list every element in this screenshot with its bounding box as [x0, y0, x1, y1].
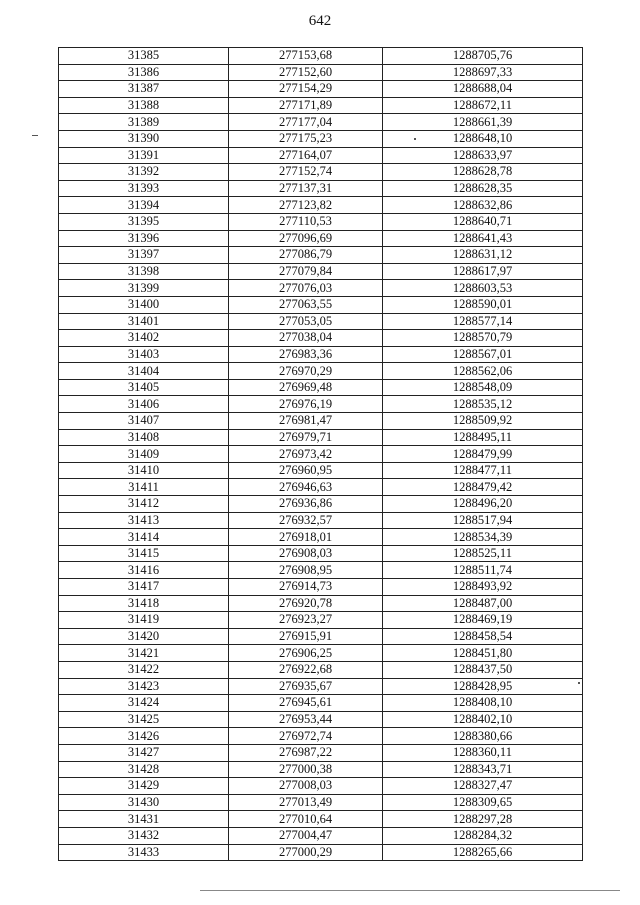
x-coordinate-cell: 277008,03: [229, 778, 383, 795]
y-coordinate-cell: 1288437,50: [383, 661, 583, 678]
x-coordinate-cell: 276923,27: [229, 612, 383, 629]
y-coordinate-cell: 1288562,06: [383, 363, 583, 380]
table-row: [59, 711, 583, 728]
x-coordinate-cell: 277076,03: [229, 280, 383, 297]
x-coordinate-cell: 276908,03: [229, 545, 383, 562]
y-coordinate-cell: 1288402,10: [383, 711, 583, 728]
table-row: [59, 728, 583, 745]
table-row: [59, 247, 583, 264]
x-coordinate-cell: 277154,29: [229, 81, 383, 98]
table-row: [59, 479, 583, 496]
y-coordinate-cell: 1288495,11: [383, 429, 583, 446]
point-number-cell: 31401: [59, 313, 229, 330]
table-row: [59, 180, 583, 197]
point-number-cell: 31394: [59, 197, 229, 214]
table-row: [59, 761, 583, 778]
point-number-cell: 31393: [59, 180, 229, 197]
point-number-cell: 31411: [59, 479, 229, 496]
table-row: [59, 396, 583, 413]
point-number-cell: 31399: [59, 280, 229, 297]
y-coordinate-cell: 1288688,04: [383, 81, 583, 98]
x-coordinate-cell: 277152,74: [229, 164, 383, 181]
x-coordinate-cell: 276945,61: [229, 695, 383, 712]
point-number-cell: 31408: [59, 429, 229, 446]
point-number-cell: 31402: [59, 330, 229, 347]
x-coordinate-cell: 276987,22: [229, 744, 383, 761]
y-coordinate-cell: 1288469,19: [383, 612, 583, 629]
x-coordinate-cell: 276953,44: [229, 711, 383, 728]
x-coordinate-cell: 276970,29: [229, 363, 383, 380]
x-coordinate-cell: 276976,19: [229, 396, 383, 413]
y-coordinate-cell: 1288265,66: [383, 844, 583, 861]
table-row: [59, 562, 583, 579]
y-coordinate-cell: 1288408,10: [383, 695, 583, 712]
table-row: [59, 147, 583, 164]
table-row: [59, 346, 583, 363]
x-coordinate-cell: 276972,74: [229, 728, 383, 745]
y-coordinate-cell: 1288525,11: [383, 545, 583, 562]
point-number-cell: 31406: [59, 396, 229, 413]
x-coordinate-cell: 276981,47: [229, 413, 383, 430]
point-number-cell: 31416: [59, 562, 229, 579]
table-row: [59, 64, 583, 81]
point-number-cell: 31403: [59, 346, 229, 363]
point-number-cell: 31432: [59, 827, 229, 844]
y-coordinate-cell: 1288309,65: [383, 794, 583, 811]
x-coordinate-cell: 277164,07: [229, 147, 383, 164]
y-coordinate-cell: 1288297,28: [383, 811, 583, 828]
y-coordinate-cell: 1288535,12: [383, 396, 583, 413]
point-number-cell: 31400: [59, 296, 229, 313]
table-row: [59, 296, 583, 313]
point-number-cell: 31422: [59, 661, 229, 678]
point-number-cell: 31405: [59, 379, 229, 396]
y-coordinate-cell: 1288428,95: [383, 678, 583, 695]
y-coordinate-cell: 1288487,00: [383, 595, 583, 612]
point-number-cell: 31433: [59, 844, 229, 861]
table-row: [59, 429, 583, 446]
point-number-cell: 31426: [59, 728, 229, 745]
x-coordinate-cell: 276915,91: [229, 628, 383, 645]
table-row: [59, 811, 583, 828]
table-row: [59, 512, 583, 529]
coordinates-table: [58, 47, 583, 861]
table-row: [59, 744, 583, 761]
table-row: [59, 379, 583, 396]
table-row: [59, 778, 583, 795]
x-coordinate-cell: 277096,69: [229, 230, 383, 247]
y-coordinate-cell: 1288633,97: [383, 147, 583, 164]
x-coordinate-cell: 276920,78: [229, 595, 383, 612]
point-number-cell: 31389: [59, 114, 229, 131]
y-coordinate-cell: 1288661,39: [383, 114, 583, 131]
table-row: [59, 529, 583, 546]
scan-speck: [578, 682, 580, 684]
y-coordinate-cell: 1288380,66: [383, 728, 583, 745]
y-coordinate-cell: 1288590,01: [383, 296, 583, 313]
y-coordinate-cell: 1288511,74: [383, 562, 583, 579]
y-coordinate-cell: 1288628,78: [383, 164, 583, 181]
x-coordinate-cell: 277053,05: [229, 313, 383, 330]
table-row: [59, 363, 583, 380]
table-row: [59, 130, 583, 147]
x-coordinate-cell: 277171,89: [229, 97, 383, 114]
x-coordinate-cell: 277177,04: [229, 114, 383, 131]
point-number-cell: 31430: [59, 794, 229, 811]
x-coordinate-cell: 276960,95: [229, 462, 383, 479]
x-coordinate-cell: 277038,04: [229, 330, 383, 347]
y-coordinate-cell: 1288451,80: [383, 645, 583, 662]
x-coordinate-cell: 277000,29: [229, 844, 383, 861]
y-coordinate-cell: 1288632,86: [383, 197, 583, 214]
point-number-cell: 31385: [59, 48, 229, 65]
y-coordinate-cell: 1288284,32: [383, 827, 583, 844]
x-coordinate-cell: 277153,68: [229, 48, 383, 65]
point-number-cell: 31421: [59, 645, 229, 662]
table-row: [59, 313, 583, 330]
table-row: [59, 81, 583, 98]
scan-bottom-edge: [200, 890, 620, 891]
point-number-cell: 31391: [59, 147, 229, 164]
point-number-cell: 31424: [59, 695, 229, 712]
table-row: [59, 330, 583, 347]
table-row: [59, 794, 583, 811]
table-row: [59, 645, 583, 662]
y-coordinate-cell: 1288517,94: [383, 512, 583, 529]
x-coordinate-cell: 277000,38: [229, 761, 383, 778]
y-coordinate-cell: 1288493,92: [383, 579, 583, 596]
x-coordinate-cell: 276983,36: [229, 346, 383, 363]
x-coordinate-cell: 276906,25: [229, 645, 383, 662]
point-number-cell: 31423: [59, 678, 229, 695]
y-coordinate-cell: 1288534,39: [383, 529, 583, 546]
y-coordinate-cell: 1288477,11: [383, 462, 583, 479]
y-coordinate-cell: 1288360,11: [383, 744, 583, 761]
scan-speck: [32, 135, 38, 136]
y-coordinate-cell: 1288327,47: [383, 778, 583, 795]
table-row: [59, 545, 583, 562]
y-coordinate-cell: 1288628,35: [383, 180, 583, 197]
y-coordinate-cell: 1288705,76: [383, 48, 583, 65]
y-coordinate-cell: 1288479,99: [383, 446, 583, 463]
x-coordinate-cell: 277110,53: [229, 213, 383, 230]
point-number-cell: 31388: [59, 97, 229, 114]
point-number-cell: 31412: [59, 496, 229, 513]
table-row: [59, 413, 583, 430]
table-row: [59, 612, 583, 629]
page-number: 642: [308, 13, 332, 29]
x-coordinate-cell: 276922,68: [229, 661, 383, 678]
table-row: [59, 678, 583, 695]
table-row: [59, 628, 583, 645]
table-row: [59, 164, 583, 181]
point-number-cell: 31387: [59, 81, 229, 98]
y-coordinate-cell: 1288577,14: [383, 313, 583, 330]
x-coordinate-cell: 277123,82: [229, 197, 383, 214]
x-coordinate-cell: 277137,31: [229, 180, 383, 197]
point-number-cell: 31407: [59, 413, 229, 430]
x-coordinate-cell: 277175,23: [229, 130, 383, 147]
table-row: [59, 197, 583, 214]
table-row: [59, 827, 583, 844]
x-coordinate-cell: 276908,95: [229, 562, 383, 579]
x-coordinate-cell: 276946,63: [229, 479, 383, 496]
point-number-cell: 31395: [59, 213, 229, 230]
x-coordinate-cell: 276936,86: [229, 496, 383, 513]
scan-speck: [414, 138, 416, 140]
y-coordinate-cell: 1288479,42: [383, 479, 583, 496]
point-number-cell: 31398: [59, 263, 229, 280]
point-number-cell: 31420: [59, 628, 229, 645]
y-coordinate-cell: 1288603,53: [383, 280, 583, 297]
point-number-cell: 31417: [59, 579, 229, 596]
table-row: [59, 595, 583, 612]
y-coordinate-cell: 1288617,97: [383, 263, 583, 280]
x-coordinate-cell: 277086,79: [229, 247, 383, 264]
point-number-cell: 31419: [59, 612, 229, 629]
table-row: [59, 496, 583, 513]
x-coordinate-cell: 277010,64: [229, 811, 383, 828]
x-coordinate-cell: 277152,60: [229, 64, 383, 81]
point-number-cell: 31428: [59, 761, 229, 778]
y-coordinate-cell: 1288548,09: [383, 379, 583, 396]
y-coordinate-cell: 1288631,12: [383, 247, 583, 264]
table-row: [59, 462, 583, 479]
x-coordinate-cell: 276932,57: [229, 512, 383, 529]
y-coordinate-cell: 1288648,10: [383, 130, 583, 147]
table-row: [59, 579, 583, 596]
table-row: [59, 446, 583, 463]
point-number-cell: 31413: [59, 512, 229, 529]
table-row: [59, 97, 583, 114]
y-coordinate-cell: 1288343,71: [383, 761, 583, 778]
point-number-cell: 31414: [59, 529, 229, 546]
coordinates-table-body: [59, 48, 583, 861]
x-coordinate-cell: 277079,84: [229, 263, 383, 280]
y-coordinate-cell: 1288496,20: [383, 496, 583, 513]
x-coordinate-cell: 276914,73: [229, 579, 383, 596]
point-number-cell: 31397: [59, 247, 229, 264]
y-coordinate-cell: 1288567,01: [383, 346, 583, 363]
point-number-cell: 31410: [59, 462, 229, 479]
y-coordinate-cell: 1288458,54: [383, 628, 583, 645]
point-number-cell: 31431: [59, 811, 229, 828]
point-number-cell: 31427: [59, 744, 229, 761]
table-row: [59, 114, 583, 131]
table-row: [59, 263, 583, 280]
x-coordinate-cell: 276918,01: [229, 529, 383, 546]
y-coordinate-cell: 1288640,71: [383, 213, 583, 230]
x-coordinate-cell: 277004,47: [229, 827, 383, 844]
table-row: [59, 213, 583, 230]
table-row: [59, 695, 583, 712]
point-number-cell: 31418: [59, 595, 229, 612]
point-number-cell: 31425: [59, 711, 229, 728]
table-row: [59, 661, 583, 678]
point-number-cell: 31404: [59, 363, 229, 380]
y-coordinate-cell: 1288509,92: [383, 413, 583, 430]
table-row: [59, 844, 583, 861]
point-number-cell: 31392: [59, 164, 229, 181]
point-number-cell: 31396: [59, 230, 229, 247]
y-coordinate-cell: 1288570,79: [383, 330, 583, 347]
x-coordinate-cell: 276969,48: [229, 379, 383, 396]
x-coordinate-cell: 276979,71: [229, 429, 383, 446]
table-row: [59, 230, 583, 247]
x-coordinate-cell: 277013,49: [229, 794, 383, 811]
point-number-cell: 31386: [59, 64, 229, 81]
y-coordinate-cell: 1288672,11: [383, 97, 583, 114]
point-number-cell: 31415: [59, 545, 229, 562]
x-coordinate-cell: 276973,42: [229, 446, 383, 463]
table-row: [59, 280, 583, 297]
point-number-cell: 31390: [59, 130, 229, 147]
y-coordinate-cell: 1288641,43: [383, 230, 583, 247]
x-coordinate-cell: 276935,67: [229, 678, 383, 695]
point-number-cell: 31409: [59, 446, 229, 463]
point-number-cell: 31429: [59, 778, 229, 795]
x-coordinate-cell: 277063,55: [229, 296, 383, 313]
table-row: [59, 48, 583, 65]
y-coordinate-cell: 1288697,33: [383, 64, 583, 81]
